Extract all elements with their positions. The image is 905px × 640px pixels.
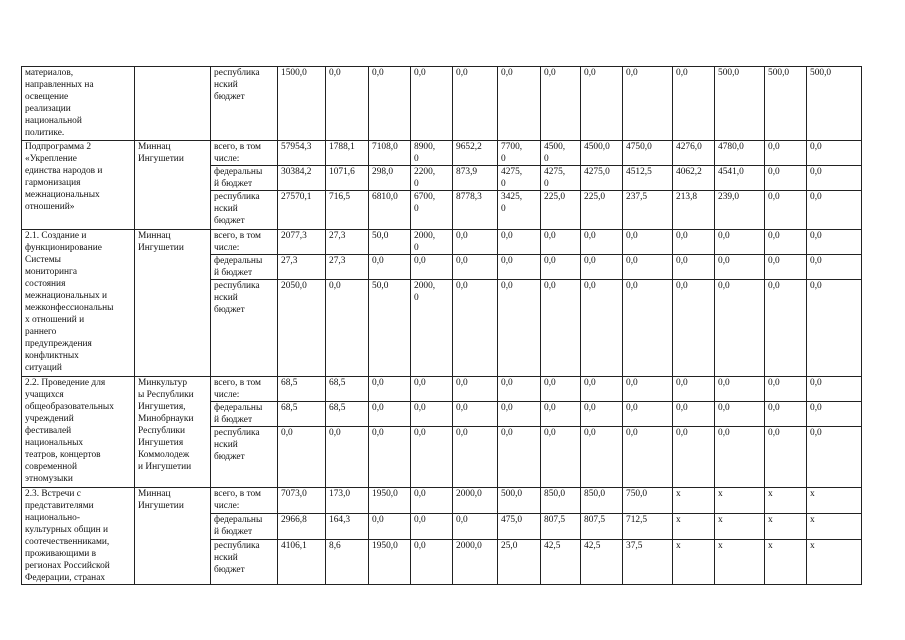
value-cell: 0,0 (765, 427, 807, 488)
budget-table (21, 66, 862, 585)
value-cell: 0,0 (411, 540, 453, 585)
value-cell: 0,0 (278, 427, 326, 488)
value-cell: 500,0 (807, 67, 862, 141)
funding-source-cell: республика нский бюджет (211, 427, 278, 488)
value-cell: 0,0 (369, 427, 411, 488)
value-cell: 4500, 0 (541, 141, 581, 166)
value-cell: 0,0 (326, 427, 369, 488)
value-cell: 164,3 (326, 514, 369, 540)
value-cell: х (673, 540, 715, 585)
value-cell: 0,0 (411, 377, 453, 402)
table-row (22, 67, 862, 141)
value-cell: 750,0 (623, 488, 673, 514)
value-cell: 42,5 (581, 540, 623, 585)
value-cell: 0,0 (765, 141, 807, 166)
value-cell: 30384,2 (278, 166, 326, 191)
executor-cell (135, 67, 211, 141)
value-cell: 173,0 (326, 488, 369, 514)
value-cell: 0,0 (541, 377, 581, 402)
value-cell: 2077,3 (278, 230, 326, 255)
value-cell: 237,5 (623, 191, 673, 230)
value-cell: 4780,0 (715, 141, 765, 166)
value-cell: 4276,0 (673, 141, 715, 166)
activity-name-cell: 2.3. Встречи с представителями национально- культурных общин и соотечественниками, проживающими в регионах Российской Федерации, странах (22, 488, 135, 585)
value-cell: 0,0 (498, 402, 541, 427)
value-cell: 712,5 (623, 514, 673, 540)
executor-cell: Миннац Ингушетии (135, 141, 211, 230)
value-cell: 0,0 (715, 377, 765, 402)
value-cell: 0,0 (369, 67, 411, 141)
value-cell: 2050,0 (278, 280, 326, 377)
value-cell: 0,0 (369, 402, 411, 427)
funding-source-cell: федеральны й бюджет (211, 255, 278, 280)
value-cell: 1950,0 (369, 540, 411, 585)
value-cell: 0,0 (498, 280, 541, 377)
value-cell: 213,8 (673, 191, 715, 230)
value-cell: х (673, 488, 715, 514)
value-cell: 8778,3 (453, 191, 498, 230)
funding-source-cell: всего, в том числе: (211, 488, 278, 514)
value-cell: 6810,0 (369, 191, 411, 230)
value-cell: х (673, 514, 715, 540)
value-cell: 0,0 (715, 230, 765, 255)
value-cell: 0,0 (807, 402, 862, 427)
value-cell: 0,0 (411, 514, 453, 540)
value-cell: 4106,1 (278, 540, 326, 585)
value-cell: 2200, 0 (411, 166, 453, 191)
value-cell: 0,0 (453, 255, 498, 280)
value-cell: 807,5 (581, 514, 623, 540)
value-cell: 0,0 (715, 427, 765, 488)
executor-cell: Минкультур ы Республики Ингушетия, Минобрнауки Республики Ингушетия Коммолодеж и Ингушетии (135, 377, 211, 488)
value-cell: 0,0 (453, 280, 498, 377)
activity-name-cell: Подпрограмма 2 «Укрепление единства народов и гармонизация межнациональных отношений» (22, 141, 135, 230)
value-cell: 0,0 (453, 427, 498, 488)
value-cell: 0,0 (498, 67, 541, 141)
value-cell: 0,0 (765, 166, 807, 191)
value-cell: х (765, 488, 807, 514)
value-cell: 0,0 (623, 427, 673, 488)
value-cell: 0,0 (673, 67, 715, 141)
value-cell: 0,0 (498, 230, 541, 255)
table-row (22, 141, 862, 166)
value-cell: 0,0 (541, 67, 581, 141)
value-cell: 0,0 (673, 402, 715, 427)
value-cell: 0,0 (673, 280, 715, 377)
value-cell: 0,0 (541, 280, 581, 377)
funding-source-cell: федеральны й бюджет (211, 514, 278, 540)
value-cell: 0,0 (807, 166, 862, 191)
value-cell: х (715, 488, 765, 514)
value-cell: 0,0 (541, 230, 581, 255)
value-cell: 37,5 (623, 540, 673, 585)
value-cell: 0,0 (581, 402, 623, 427)
value-cell: 27,3 (278, 255, 326, 280)
value-cell: 0,0 (453, 67, 498, 141)
value-cell: 0,0 (807, 427, 862, 488)
value-cell: 0,0 (453, 230, 498, 255)
funding-source-cell: республика нский бюджет (211, 67, 278, 141)
value-cell: 0,0 (498, 377, 541, 402)
funding-source-cell: всего, в том числе: (211, 377, 278, 402)
value-cell: 2000,0 (453, 488, 498, 514)
value-cell: х (807, 514, 862, 540)
value-cell: 25,0 (498, 540, 541, 585)
value-cell: 0,0 (411, 427, 453, 488)
value-cell: 0,0 (765, 191, 807, 230)
value-cell: 0,0 (453, 377, 498, 402)
value-cell: 0,0 (326, 67, 369, 141)
activity-name-cell: материалов, направленных на освещение реализации национальной политике. (22, 67, 135, 141)
table-row (22, 230, 862, 255)
value-cell: 0,0 (673, 255, 715, 280)
value-cell: 0,0 (673, 377, 715, 402)
value-cell: 0,0 (623, 255, 673, 280)
value-cell: 4750,0 (623, 141, 673, 166)
value-cell: 239,0 (715, 191, 765, 230)
value-cell: 0,0 (807, 230, 862, 255)
value-cell: 0,0 (673, 230, 715, 255)
value-cell: 4541,0 (715, 166, 765, 191)
funding-source-cell: республика нский бюджет (211, 191, 278, 230)
value-cell: 1500,0 (278, 67, 326, 141)
value-cell: 27,3 (326, 230, 369, 255)
value-cell: х (715, 514, 765, 540)
value-cell: 0,0 (623, 230, 673, 255)
value-cell: 6700, 0 (411, 191, 453, 230)
value-cell: 0,0 (326, 280, 369, 377)
value-cell: 0,0 (765, 230, 807, 255)
value-cell: 0,0 (453, 402, 498, 427)
value-cell: 0,0 (369, 514, 411, 540)
value-cell: 0,0 (581, 427, 623, 488)
value-cell: 1788,1 (326, 141, 369, 166)
value-cell: 716,5 (326, 191, 369, 230)
value-cell: 0,0 (581, 67, 623, 141)
value-cell: 4275, 0 (541, 166, 581, 191)
value-cell: 68,5 (278, 402, 326, 427)
value-cell: 0,0 (623, 67, 673, 141)
value-cell: 4062,2 (673, 166, 715, 191)
value-cell: 0,0 (541, 402, 581, 427)
activity-name-cell: 2.2. Проведение для учащихся общеобразовательных учреждений фестивалей национальных театров, концертов современной этномузыки (22, 377, 135, 488)
value-cell: 50,0 (369, 280, 411, 377)
value-cell: 57954,3 (278, 141, 326, 166)
value-cell: х (807, 488, 862, 514)
value-cell: 0,0 (623, 377, 673, 402)
value-cell: 8900, 0 (411, 141, 453, 166)
value-cell: 500,0 (765, 67, 807, 141)
value-cell: 0,0 (715, 402, 765, 427)
value-cell: 7073,0 (278, 488, 326, 514)
value-cell: 0,0 (765, 280, 807, 377)
value-cell: 2000, 0 (411, 230, 453, 255)
value-cell: 68,5 (326, 402, 369, 427)
value-cell: 0,0 (673, 427, 715, 488)
value-cell: 0,0 (807, 377, 862, 402)
value-cell: 225,0 (581, 191, 623, 230)
executor-cell: Миннац Ингушетии (135, 488, 211, 585)
value-cell: 0,0 (411, 255, 453, 280)
value-cell: 0,0 (541, 427, 581, 488)
value-cell: 0,0 (807, 255, 862, 280)
value-cell: 4275,0 (581, 166, 623, 191)
value-cell: 0,0 (498, 255, 541, 280)
value-cell: 0,0 (581, 255, 623, 280)
value-cell: 0,0 (715, 280, 765, 377)
value-cell: 0,0 (411, 402, 453, 427)
value-cell: 500,0 (715, 67, 765, 141)
value-cell: 3425, 0 (498, 191, 541, 230)
value-cell: 7700, 0 (498, 141, 541, 166)
value-cell: 8,6 (326, 540, 369, 585)
value-cell: 807,5 (541, 514, 581, 540)
funding-source-cell: федеральны й бюджет (211, 402, 278, 427)
value-cell: 27,3 (326, 255, 369, 280)
value-cell: 850,0 (581, 488, 623, 514)
value-cell: 0,0 (369, 255, 411, 280)
value-cell: х (807, 540, 862, 585)
funding-source-cell: республика нский бюджет (211, 540, 278, 585)
value-cell: 500,0 (498, 488, 541, 514)
value-cell: 2000,0 (453, 540, 498, 585)
value-cell: х (765, 514, 807, 540)
value-cell: 225,0 (541, 191, 581, 230)
value-cell: 9652,2 (453, 141, 498, 166)
value-cell: 475,0 (498, 514, 541, 540)
value-cell: х (715, 540, 765, 585)
value-cell: 1950,0 (369, 488, 411, 514)
value-cell: 0,0 (765, 402, 807, 427)
value-cell: 0,0 (581, 230, 623, 255)
value-cell: 4275, 0 (498, 166, 541, 191)
value-cell: 873,9 (453, 166, 498, 191)
value-cell: 0,0 (807, 141, 862, 166)
value-cell: 0,0 (581, 280, 623, 377)
value-cell: 2966,8 (278, 514, 326, 540)
value-cell: 298,0 (369, 166, 411, 191)
value-cell: 0,0 (411, 488, 453, 514)
value-cell: 0,0 (623, 402, 673, 427)
funding-source-cell: федеральны й бюджет (211, 166, 278, 191)
funding-source-cell: всего, в том числе: (211, 230, 278, 255)
funding-source-cell: республика нский бюджет (211, 280, 278, 377)
activity-name-cell: 2.1. Создание и функционирование Системы мониторинга состояния межнациональных и межконфессиональны х отношений и раннего предупреждения конфликтных ситуаций (22, 230, 135, 377)
value-cell: 0,0 (453, 514, 498, 540)
value-cell: 0,0 (541, 255, 581, 280)
value-cell: 0,0 (623, 280, 673, 377)
value-cell: 0,0 (765, 377, 807, 402)
value-cell: 0,0 (498, 427, 541, 488)
value-cell: 0,0 (807, 280, 862, 377)
value-cell: 7108,0 (369, 141, 411, 166)
executor-cell: Миннац Ингушетии (135, 230, 211, 377)
value-cell: 42,5 (541, 540, 581, 585)
value-cell: 68,5 (278, 377, 326, 402)
table-row (22, 488, 862, 514)
value-cell: 2000, 0 (411, 280, 453, 377)
value-cell: 1071,6 (326, 166, 369, 191)
value-cell: х (765, 540, 807, 585)
value-cell: 850,0 (541, 488, 581, 514)
value-cell: 50,0 (369, 230, 411, 255)
value-cell: 0,0 (765, 255, 807, 280)
value-cell: 27570,1 (278, 191, 326, 230)
value-cell: 4500,0 (581, 141, 623, 166)
value-cell: 0,0 (411, 67, 453, 141)
table-row (22, 377, 862, 402)
value-cell: 4512,5 (623, 166, 673, 191)
value-cell: 0,0 (369, 377, 411, 402)
value-cell: 68,5 (326, 377, 369, 402)
value-cell: 0,0 (715, 255, 765, 280)
value-cell: 0,0 (807, 191, 862, 230)
funding-source-cell: всего, в том числе: (211, 141, 278, 166)
value-cell: 0,0 (581, 377, 623, 402)
